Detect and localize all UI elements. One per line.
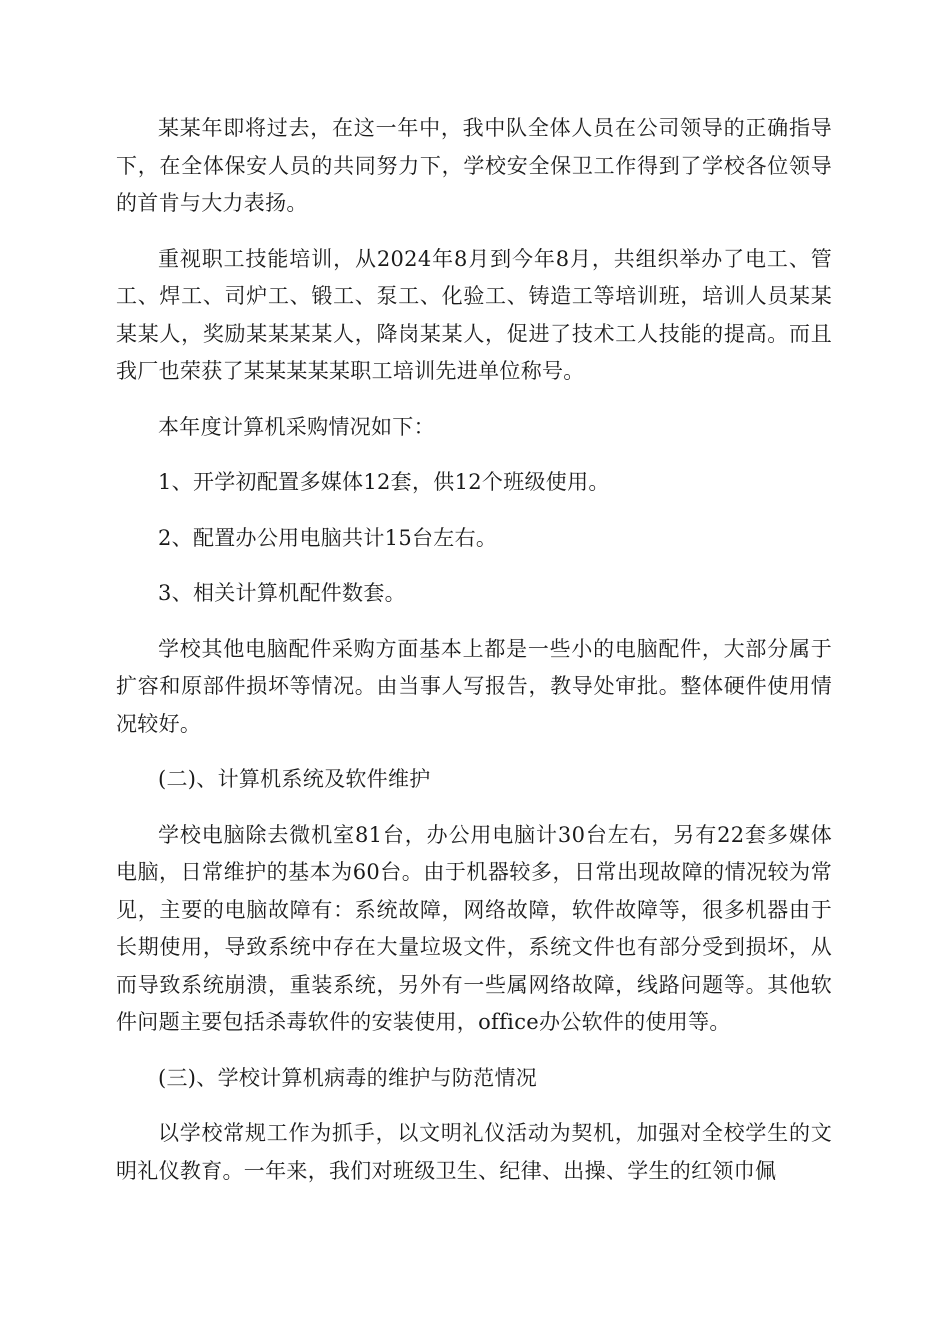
paragraph-maintenance: 学校电脑除去微机室81台，办公用电脑计30台左右，另有22套多媒体电脑，日常维护的基本为60台。由于机器较多，日常出现故障的情况较为常见，主要的电脑故障有：系统故障，网络故障，软件故障等，很多机器由于长期使用，导致系统中存在大量垃圾文件，系统文件也有部分受到损坏，从而导致系统崩溃，重装系统，另外有一些属网络故障，线路问题等。其他软件问题主要包括杀毒软件的安装使用，office办公软件的使用等。 — [116, 822, 832, 1034]
paragraph-training: 重视职工技能培训，从2024年8月到今年8月，共组织举办了电工、管工、焊工、司炉工、锻工、泵工、化验工、铸造工等培训班，培训人员某某某某人，奖励某某某某人，降岗某某人，促进了技术工人技能的提高。而且我厂也荣获了某某某某某职工培训先进单位称号。 — [116, 246, 832, 383]
paragraph-parts: 学校其他电脑配件采购方面基本上都是一些小的电脑配件，大部分属于扩容和原部件损坏等情况。由当事人写报告，教导处审批。整体硬件使用情况较好。 — [116, 636, 832, 736]
list-item-3: 3、相关计算机配件数套。 — [158, 581, 406, 605]
document-page — [116, 110, 832, 1208]
paragraph-purchase-heading: 本年度计算机采购情况如下： — [158, 414, 435, 439]
section-heading-3: (三)、学校计算机病毒的维护与防范情况 — [158, 1065, 538, 1090]
paragraph-etiquette: 以学校常规工作为抓手，以文明礼仪活动为契机，加强对全校学生的文明礼仪教育。一年来，我们对班级卫生、纪律、出操、学生的红领巾佩 — [116, 1121, 832, 1183]
paragraph-intro: 某某年即将过去，在这一年中，我中队全体人员在公司领导的正确指导下，在全体保安人员的共同努力下，学校安全保卫工作得到了学校各位领导的首肯与大力表扬。 — [116, 116, 832, 215]
list-item-1: 1、开学初配置多媒体12套，供12个班级使用。 — [158, 470, 610, 494]
list-item-2: 2、配置办公用电脑共计15台左右。 — [158, 525, 498, 550]
section-heading-2: (二)、计算机系统及软件维护 — [158, 767, 431, 791]
